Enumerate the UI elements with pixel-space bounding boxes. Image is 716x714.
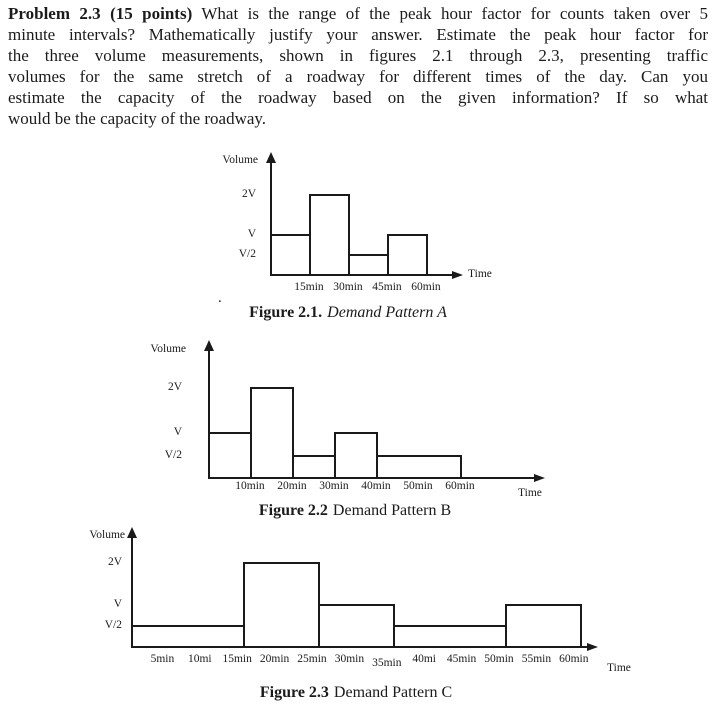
y-tick-label: 2V [167,381,182,393]
y-tick-label: V/2 [104,619,122,631]
problem-line: volumes for the same stretch of a roadway for different times of the day. Can you [8,67,708,86]
figure-2-1-caption-number: Figure 2.1. [249,304,323,321]
x-tick-label: 40mi [412,653,436,665]
x-tick-label: 30min [334,653,365,665]
figure-2-1-caption-title: Demand Pattern A [327,304,447,321]
x-tick-label: 45min [446,653,477,665]
x-axis-line [131,646,587,648]
x-tick-label: 60min [559,653,589,665]
x-tick-label: 45min [372,281,402,293]
volume-axis-label: Volume [150,343,186,355]
x-tick-label: 30min [319,480,349,492]
x-tick-label: 20min [259,653,290,665]
figure-2-3-caption-title: Demand Pattern C [333,684,453,701]
x-tick-label: 50min [403,480,433,492]
figure-2-2-caption-number: Figure 2.2 [258,502,328,519]
x-tick-label: 60min [411,281,441,293]
problem-line: estimate the capacity of the roadway based on the given information? If so what [8,88,708,107]
x-tick-label: 55min [521,653,552,665]
y-tick-label: V/2 [164,448,182,461]
y-tick-label: V [247,228,256,240]
x-tick-label: 15min [294,281,324,293]
problem-line: minute intervals? Mathematically justify your answer. Estimate the peak hour factor for [8,25,708,44]
x-tick-label: 40min [361,480,391,492]
figure-2-3-caption-number: Figure 2.3 [259,684,329,701]
volume-axis-label: Volume [222,154,258,166]
y-axis-arrow [127,527,137,538]
problem-line: the three volume measurements, shown in figures 2.1 through 2.3, presenting traffic [8,46,708,65]
volume-bar [131,625,245,646]
x-tick-label: 35min [372,657,402,669]
stray-dot: . [218,290,222,306]
y-tick-label: 2V [107,556,122,568]
figure-2-3-caption [260,684,452,702]
time-axis-label: Time [607,662,631,674]
y-tick-label: V/2 [238,248,256,260]
x-tick-label: 25min [297,653,327,665]
x-tick-label: 50min [484,653,514,665]
x-tick-label: 5min [150,653,175,665]
x-tick-label: 20min [277,480,307,492]
volume-bar [243,562,320,646]
x-tick-label: 15min [222,653,252,665]
problem-text: What is the range of the peak hour factor for counts taken over 5 [192,4,708,23]
x-tick-label: 60min [445,480,475,492]
volume-bar [505,604,582,646]
y-tick-label: 2V [241,188,256,200]
volume-bar [318,604,395,646]
y-axis-line [131,537,133,648]
x-tick-label: 10mi [187,653,212,665]
x-tick-label: 30min [333,281,363,293]
x-axis-arrow [587,643,598,651]
problem-number-label: Problem 2.3 (15 points) [8,4,193,23]
y-tick-label: V [113,598,122,610]
time-axis-label: Time [518,487,542,499]
x-tick-label: 10min [235,480,265,492]
volume-axis-label: Volume [89,529,125,541]
problem-line: would be the capacity of the roadway. [8,109,267,128]
y-tick-label: V [173,426,182,438]
time-axis-label: Time [468,268,492,280]
volume-bar [393,625,507,646]
figure-2-2-caption-title: Demand Pattern B [332,502,452,519]
